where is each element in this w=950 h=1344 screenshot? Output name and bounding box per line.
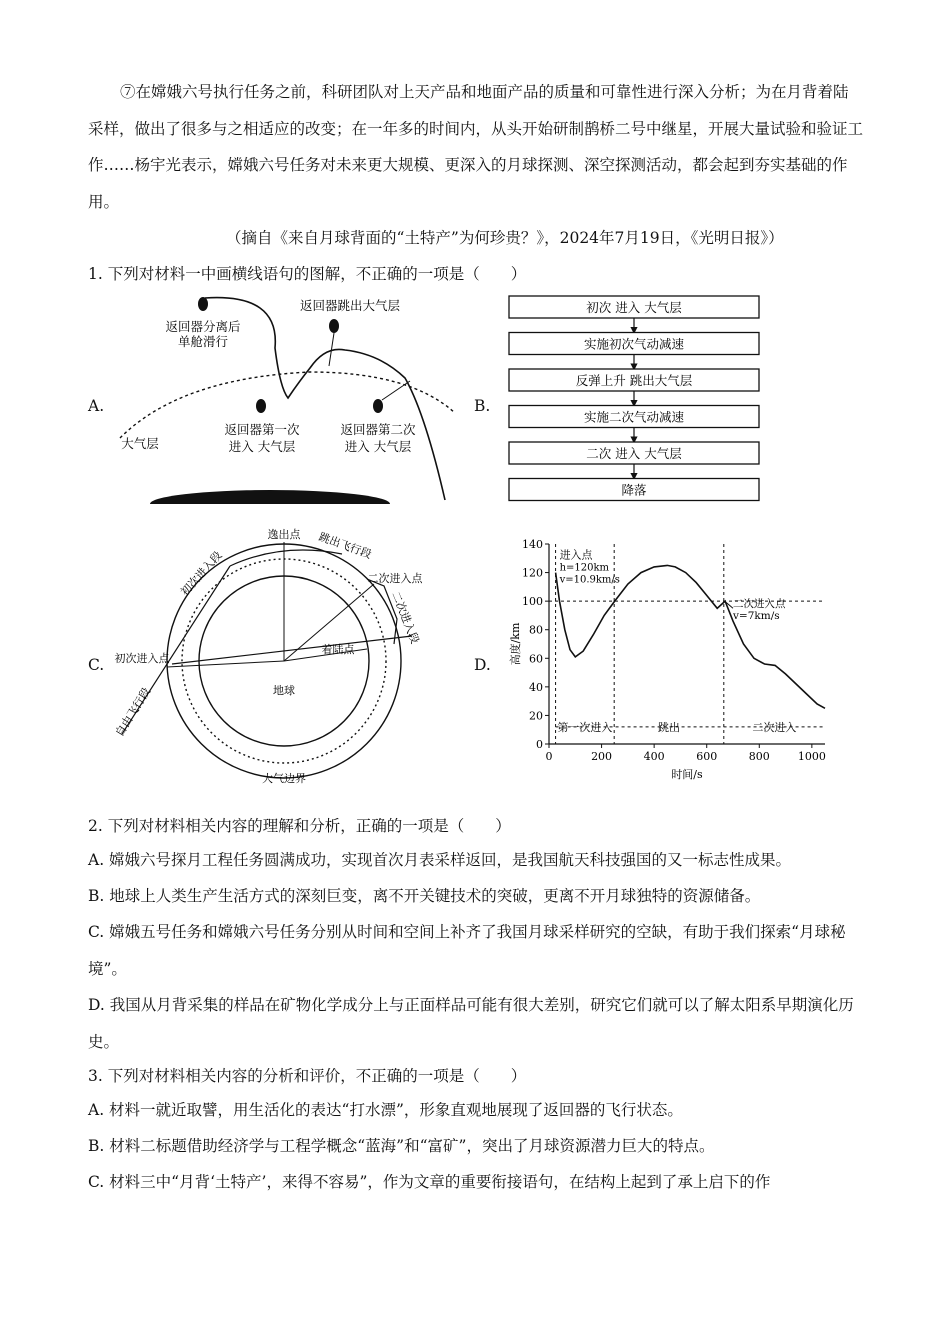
flow-step-label: 初次 进入 大气层 — [586, 300, 682, 315]
y-tick-label: 80 — [529, 623, 543, 637]
label-second-entry: 返回器第二次 — [340, 422, 416, 437]
paragraph-7: ⑦在嫦娥六号执行任务之前，科研团队对上天产品和地面产品的质量和可靠性进行深入分析；为在月背着陆采样，做出了很多与之相适应的改变；在一年多的时间内，从头开始研制鹊桥二号中继星，开展大量试验和验证工作……杨宇光表示，嫦娥六号任务对未来更大规模、更深入的月球探测、深空探测活动，都会起到夯实基础的作用。 — [88, 83, 864, 211]
label-skip-out: 返回器跳出大气层 — [299, 298, 401, 313]
label-skip-flight: 跳出飞行段 — [317, 530, 374, 562]
y-tick-label: 40 — [529, 680, 543, 694]
q3-option-a: A. 材料一就近取譬，用生活化的表达“打水漂”，形象直观地展现了返回器的飞行状态。 — [88, 1101, 683, 1119]
q3-option-c: C. 材料三中“月背‘土特产’，来得不容易”，作为文章的重要衔接语句，在结构上起到了承上启下的作 — [88, 1173, 771, 1191]
y-tick-label: 60 — [529, 652, 543, 666]
q2-option-d: D. 我国从月背采集的样品在矿物化学成分上与正面样品可能有很大差别，研究它们就可以了解太阳系早期演化历史。 — [88, 996, 854, 1051]
label-atm-boundary: 大气边界 — [262, 772, 306, 785]
altitude-series-line — [556, 565, 825, 708]
flow-step-label: 降落 — [621, 482, 647, 498]
entry-point-label: v=10.9km/s — [559, 574, 620, 586]
q3-option-b: B. 材料二标题借助经济学与工程学概念“蓝海”和“富矿”，突出了月球资源潜力巨大的特点。 — [88, 1137, 715, 1155]
label-atmosphere: 大气层 — [121, 436, 159, 451]
label-first-point: 初次进入点 — [114, 652, 170, 665]
label-first-entry-2: 进入 大气层 — [228, 439, 296, 454]
label-free-flight: 自由飞行段 — [112, 685, 154, 739]
entry-point-label: 进入点 — [559, 548, 593, 562]
y-axis-label: 高度/km — [509, 622, 522, 666]
source-citation: （摘自《来自月球背面的“土特产”为何珍贵？》，2024年7月19日，《光明日报》） — [226, 229, 784, 247]
phase-label: 第一次进入 — [557, 720, 613, 734]
question-2-stem: 2. 下列对材料相关内容的理解和分析，正确的一项是（ ） — [88, 817, 511, 835]
label-separation-2: 单舱滑行 — [177, 334, 229, 349]
q2-option-b: B. 地球上人类生产生活方式的深刻巨变，离不开关键技术的突破，更离不开月球独特的资源储备。 — [88, 887, 761, 905]
figure-c-diagram — [112, 524, 452, 786]
y-tick-label: 140 — [522, 538, 543, 551]
x-axis-label: 时间/s — [671, 768, 703, 781]
option-b-label: B. — [474, 397, 491, 415]
x-tick-label: 600 — [696, 750, 718, 763]
x-tick-label: 800 — [748, 750, 770, 763]
label-second-entry-2: 进入 大气层 — [344, 439, 412, 454]
x-tick-label: 200 — [591, 750, 613, 763]
q2-option-a: A. 嫦娥六号探月工程任务圆满成功，实现首次月表采样返回，是我国航天科技强国的又一标志性成果。 — [88, 851, 792, 869]
x-tick-label: 0 — [545, 750, 553, 763]
label-landing: 着陆点 — [321, 643, 355, 656]
y-tick-label: 120 — [522, 566, 543, 580]
flow-step-label: 反弹上升 跳出大气层 — [575, 373, 693, 388]
trajectory-curve — [205, 298, 445, 500]
phase-label: 跳出 — [657, 720, 680, 734]
flow-step-label: 实施二次气动减速 — [583, 409, 685, 425]
earth-shape — [150, 490, 390, 504]
capsule-icon — [329, 319, 339, 333]
second-entry-label: v=7km/s — [733, 609, 780, 622]
capsule-icon — [373, 399, 383, 413]
label-earth: 地球 — [273, 684, 295, 697]
flow-step-label: 二次 进入 大气层 — [586, 446, 682, 461]
capsule-icon — [198, 297, 208, 311]
y-tick-label: 20 — [529, 709, 543, 723]
flow-step-label: 实施初次气动减速 — [583, 336, 685, 352]
label-first-seg: 初次进入段 — [178, 548, 225, 599]
figure-b-flowchart — [505, 292, 765, 504]
label-second-seg: 二次进入段 — [388, 589, 422, 646]
label-second-point: 二次进入点 — [367, 572, 423, 585]
option-d-label: D. — [474, 656, 491, 674]
figure-d-chart — [505, 532, 835, 784]
x-tick-label: 1000 — [797, 750, 826, 763]
label-escape: 逸出点 — [267, 528, 301, 541]
y-tick-label: 100 — [522, 595, 543, 609]
question-1-stem: 1. 下列对材料一中画横线语句的图解，不正确的一项是（ ） — [88, 265, 527, 283]
option-a-label: A. — [88, 397, 105, 415]
phase-label: 二次进入 — [752, 720, 797, 734]
option-c-label: C. — [88, 656, 105, 674]
figure-a-diagram — [110, 288, 470, 504]
entry-point-label: h=120km — [559, 562, 610, 574]
question-3-stem: 3. 下列对材料相关内容的分析和评价，不正确的一项是（ ） — [88, 1067, 527, 1085]
second-entry-label: 二次进入点 — [733, 597, 786, 610]
capsule-icon — [256, 399, 266, 413]
y-tick-label: 0 — [536, 738, 543, 751]
label-separation: 返回器分离后 — [165, 319, 241, 334]
label-first-entry: 返回器第一次 — [224, 422, 300, 437]
q2-option-c: C. 嫦娥五号任务和嫦娥六号任务分别从时间和空间上补齐了我国月球采样研究的空缺，有助于我们探索“月球秘境”。 — [88, 923, 846, 978]
x-tick-label: 400 — [643, 750, 665, 763]
